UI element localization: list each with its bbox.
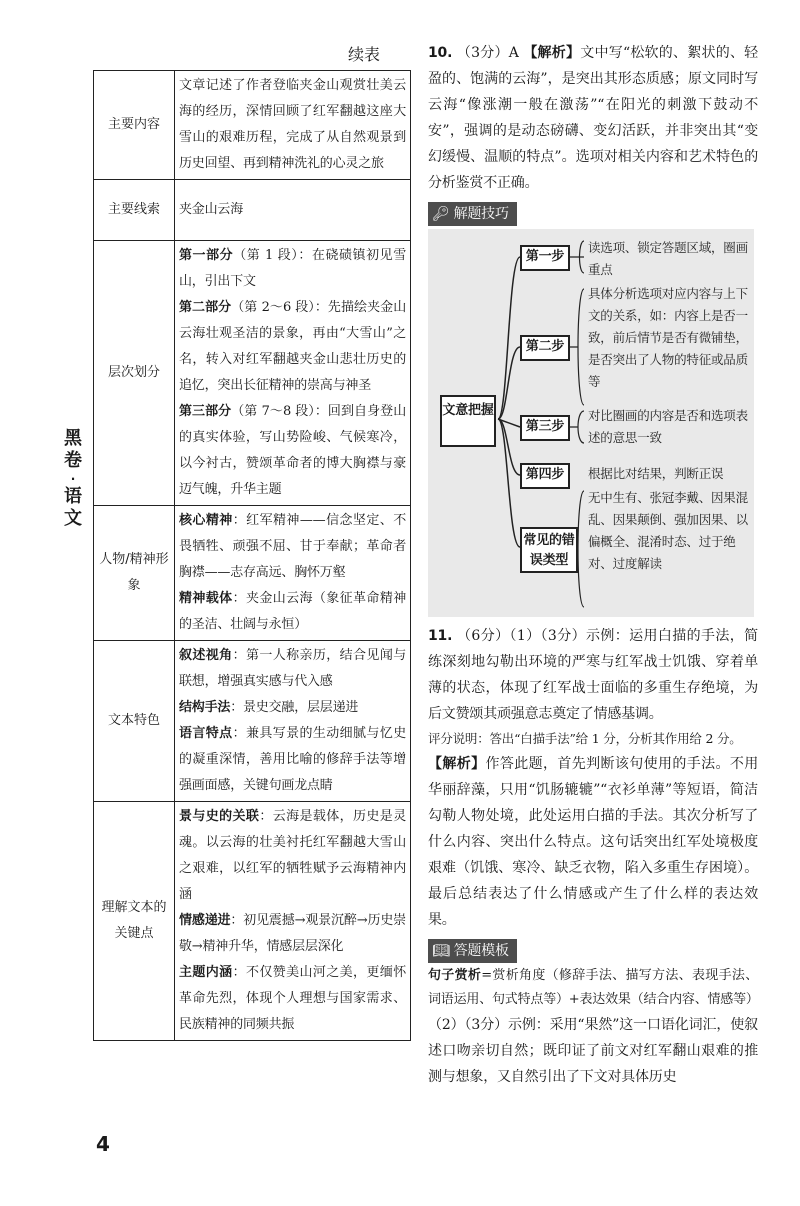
template-body: =赏析角度（修辞手法、描写方法、表现手法、词语运用、句式特点等）+表达效果（结合内容、情感等） bbox=[428, 968, 759, 1007]
row-key: 主要线索 bbox=[94, 180, 175, 241]
question-number: 11. bbox=[428, 628, 453, 644]
question-10 bbox=[428, 40, 758, 196]
table-row bbox=[94, 802, 411, 1041]
analysis-tag: 【解析】 bbox=[428, 756, 486, 772]
question-score: （3分）A bbox=[456, 45, 519, 61]
row-key: 层次划分 bbox=[94, 241, 175, 506]
item-bold: 主题内涵 bbox=[179, 965, 233, 980]
row-key: 理解文本的关键点 bbox=[94, 802, 175, 1041]
key-icon: 🔑︎ bbox=[432, 206, 450, 222]
summary-table bbox=[93, 70, 411, 1041]
sidebar-char: · bbox=[70, 472, 76, 486]
item-text: ：不仅赞美山河之美，更缅怀革命先烈，体现个人理想与国家需求、民族精神的同频共振 bbox=[179, 965, 407, 1032]
item-text: ：云海是载体，历史是灵魂。以云海的壮美衬托红军翻越大雪山之艰难，以红军的牺牲赋予云海精神内涵 bbox=[179, 809, 406, 902]
tips-banner bbox=[428, 202, 517, 226]
part1-text: 运用白描的手法，简练深刻地勾勒出环境的严寒与红军战士饥饿、穿着单薄的状态，体现了红军战士面临的多重生存绝境，为后文赞颂其顽强意志奠定了情感基调。 bbox=[428, 628, 758, 722]
template-title: 答题模板 bbox=[453, 943, 509, 959]
item-bold: 语言特点 bbox=[179, 726, 233, 741]
item-bold: 景与史的关联 bbox=[179, 809, 260, 824]
table-row bbox=[94, 506, 411, 641]
item-text: ：夹金山云海（象征革命精神的圣洁、壮阔与永恒） bbox=[179, 591, 407, 632]
step-text: 根据比对结果，判断正误 bbox=[588, 466, 724, 481]
sidebar-char: 黑 bbox=[64, 428, 82, 449]
item-text: ：兼具写景的生动细腻与忆史的凝重深情，善用比喻的修辞手法等增强画面感，关键句画龙点睛 bbox=[179, 726, 407, 793]
step-text: 读选项、锁定答题区域，圈画重点 bbox=[588, 240, 748, 277]
template-text bbox=[428, 964, 758, 1012]
item-bold: 精神载体 bbox=[179, 591, 233, 606]
item-text: （第 1 段）：在硗碛镇初见雪山，引出下文 bbox=[179, 248, 406, 289]
step-text: 无中生有、张冠李戴、因果混乱、因果颠倒、强加因果、以偏概全、混淆时态、过于绝对、过度解读 bbox=[588, 490, 748, 571]
question-number: 10. bbox=[428, 45, 453, 61]
item-text: ：第一人称亲历，结合见闻与联想，增强真实感与代入感 bbox=[179, 648, 407, 689]
row-key: 人物/精神形象 bbox=[94, 506, 175, 641]
item-bold: 第二部分 bbox=[179, 300, 232, 315]
scoring-note: 评分说明：答出“白描手法”给 1 分，分析其作用给 2 分。 bbox=[428, 731, 742, 746]
sidebar-char: 文 bbox=[64, 508, 82, 529]
template-banner bbox=[428, 939, 517, 963]
analysis-tag: 【解析】 bbox=[523, 45, 581, 61]
row-value bbox=[175, 641, 411, 802]
row-value bbox=[175, 802, 411, 1041]
table-row bbox=[94, 71, 411, 180]
step-label: 第四步 bbox=[520, 463, 570, 489]
book-icon: 📖︎ bbox=[432, 943, 450, 959]
page-number: 4 bbox=[96, 1132, 110, 1156]
row-value bbox=[175, 506, 411, 641]
question-score: （6分） bbox=[457, 628, 510, 644]
sidebar-char: 语 bbox=[64, 486, 82, 507]
item-text: ：红军精神——信念坚定、不畏牺牲、顽强不屈、甘于奉献；革命者胸襟——志存高远、胸怀万壑 bbox=[179, 513, 407, 580]
table-row bbox=[94, 241, 411, 506]
item-text: （第 7～8 段）：回到自身登山的真实体验，写山势险峻、气候寒冷，以今衬古，赞颂革命者的博大胸襟与豪迈气魄，升华主题 bbox=[179, 404, 407, 497]
q11-analysis bbox=[428, 751, 758, 933]
row-value: 夹金山云海 bbox=[175, 180, 411, 241]
sidebar-label bbox=[62, 428, 84, 530]
table-row bbox=[94, 180, 411, 241]
step-label: 第三步 bbox=[520, 415, 570, 441]
item-bold: 叙述视角 bbox=[179, 648, 233, 663]
question-text: 文中写“松软的、絮状的、轻盈的、饱满的云海”，是突出其形态质感；原文同时写云海“像涨潮一般在激荡”“在阳光的刺激下鼓动不安”，强调的是动态磅礴、变幻活跃，并非突出其“变幻缓慢、温顺的特点”。选项对相关内容和艺术特色的分析鉴赏不正确。 bbox=[428, 45, 758, 191]
diagram-root: 文意把握 bbox=[440, 395, 496, 447]
answer-column bbox=[428, 40, 758, 1090]
question-11 bbox=[428, 623, 758, 727]
step-label: 常见的错误类型 bbox=[520, 527, 578, 573]
template-bold: 句子赏析 bbox=[428, 968, 482, 983]
item-bold: 第三部分 bbox=[179, 404, 232, 419]
q11-part2 bbox=[428, 1012, 758, 1090]
item-text: ：初见震撼→观景沉醉→历史崇敬→精神升华，情感层层深化 bbox=[179, 913, 406, 954]
item-bold: 核心精神 bbox=[179, 513, 233, 528]
part1-head: （1）（3分）示例： bbox=[509, 628, 630, 644]
step-label: 第一步 bbox=[520, 245, 570, 271]
row-key: 主要内容 bbox=[94, 71, 175, 180]
item-text: ：景史交融，层层递进 bbox=[230, 700, 359, 715]
item-bold: 第一部分 bbox=[179, 248, 234, 263]
analysis-text: 作答此题，首先判断该句使用的手法。不用华丽辞藻，只用“饥肠辘辘”“衣衫单薄”等短语，简洁勾勒人物处境，此处运用白描的手法。其次分析写了什么内容、突出什么特点。这句话突出红军处境极度艰难（饥饿、寒冷、缺乏衣物，陷入多重生存困境）。最后总结表达了什么情感或产生了什么样的表达效果。 bbox=[428, 756, 759, 928]
part2-head: （2）（3分）示例： bbox=[428, 1017, 550, 1033]
continued-label: 续表 bbox=[348, 45, 381, 64]
tips-diagram bbox=[428, 229, 754, 617]
step-text: 具体分析选项对应内容与上下文的关系，如：内容上是否一致，前后情节是否有微铺垫，是否突出了人物的特征或品质等 bbox=[588, 286, 748, 389]
step-text: 对比圈画的内容是否和选项表述的意思一致 bbox=[588, 408, 748, 445]
step-label: 第二步 bbox=[520, 335, 570, 361]
table-row bbox=[94, 641, 411, 802]
row-key: 文本特色 bbox=[94, 641, 175, 802]
item-bold: 情感递进 bbox=[179, 913, 231, 928]
sidebar-char: 卷 bbox=[64, 450, 82, 471]
row-value: 文章记述了作者登临夹金山观赏壮美云海的经历，深情回顾了红军翻越这座大雪山的艰难历程，完成了从自然观景到历史回望、再到精神洗礼的心灵之旅 bbox=[175, 71, 411, 180]
item-text: （第 2～6 段）：先描绘夹金山云海壮观圣洁的景象，再由“大雪山”之名，转入对红军翻越夹金山悲壮历史的追忆，突出长征精神的崇高与神圣 bbox=[179, 300, 407, 393]
row-value bbox=[175, 241, 411, 506]
tips-title: 解题技巧 bbox=[453, 206, 509, 222]
part2-text: 采用“果然”这一口语化词汇，使叙述口吻亲切自然；既印证了前文对红军翻山艰难的推测与想象，又自然引出了下文对具体历史 bbox=[428, 1017, 758, 1085]
item-bold: 结构手法 bbox=[179, 700, 231, 715]
